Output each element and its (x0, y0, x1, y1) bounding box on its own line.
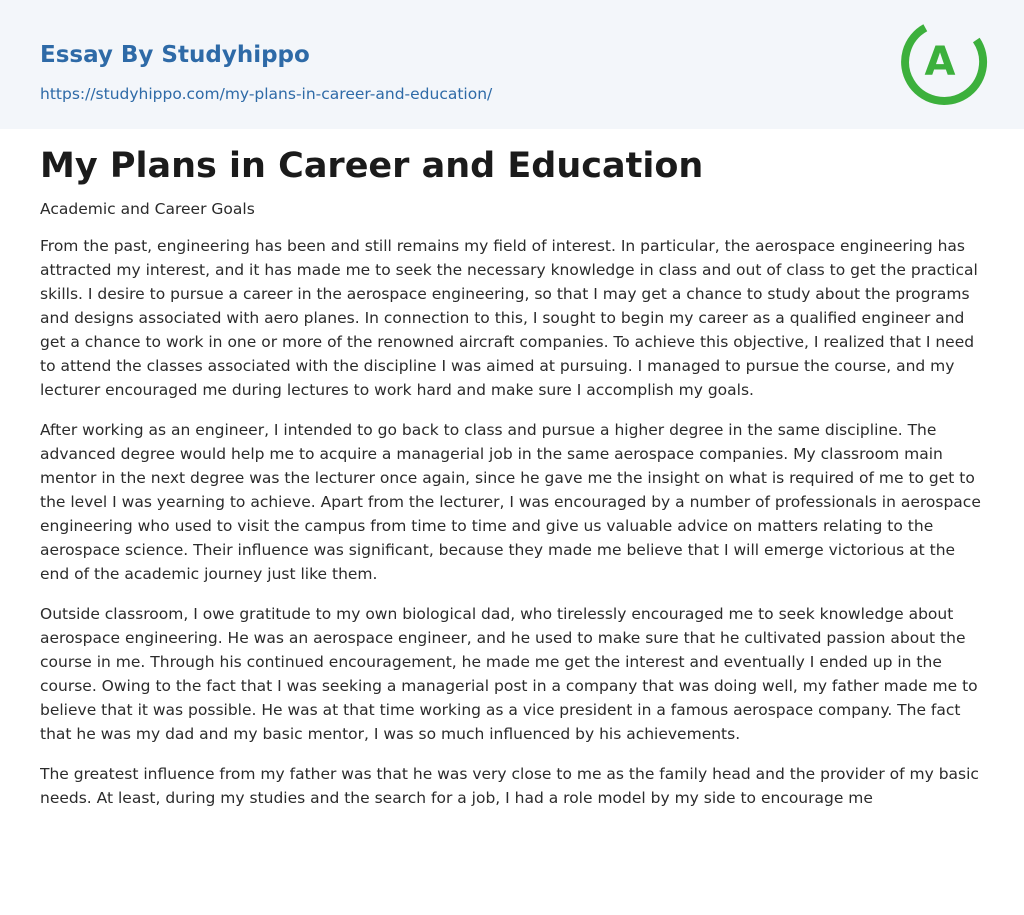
site-header (0, 0, 1024, 129)
essay-paragraph: After working as an engineer, I intended to go back to class and pursue a higher degree in the same discipline. The advanced degree would help me to acquire a managerial job in the same aerospace companies. My classroom main mentor in the next degree was the lecturer once again, since he gave me the insight on what is required of me to get to the level I was yearning to achieve. Apart from the lecturer, I was encouraged by a number of professionals in aerospace engineering who used to visit the campus from time to time and give us valuable advice on matters relating to the aerospace science. Their influence was significant, because they made me believe that I will emerge victorious at the end of the academic journey just like them. (40, 421, 981, 583)
brand-title: Essay By Studyhippo (40, 42, 310, 68)
page-title: My Plans in Career and Education (40, 146, 704, 186)
logo-letter: A (924, 39, 956, 85)
essay-url-link[interactable]: https://studyhippo.com/my-plans-in-career-and-education/ (40, 85, 493, 103)
essay-paragraph: Outside classroom, I owe gratitude to my own biological dad, who tirelessly encouraged me to seek knowledge about aerospace engineering. He was an aerospace engineer, and he used to make sure that he cultivated passion about the course in me. Through his continued encouragement, he made me get the interest and eventually I ended up in the course. Owing to the fact that I was seeking a managerial post in a company that was doing well, my father made me to believe that it was possible. He was at that time working as a vice president in a famous aerospace company. The fact that he was my dad and my basic mentor, I was so much influenced by his achievements. (40, 605, 978, 743)
studyhippo-logo-icon[interactable] (900, 18, 988, 106)
essay-paragraph: The greatest influence from my father was that he was very close to me as the family head and the provider of my basic needs. At least, during my studies and the search for a job, I had a role model by my side to encourage me (40, 765, 979, 807)
essay-paragraph: From the past, engineering has been and still remains my field of interest. In particular, the aerospace engineering has attracted my interest, and it has made me to seek the necessary knowledge in class and out of class to get the practical skills. I desire to pursue a career in the aerospace engineering, so that I may get a chance to study about the programs and designs associated with aero planes. In connection to this, I sought to begin my career as a qualified engineer and get a chance to work in one or more of the renowned aircraft companies. To achieve this objective, I realized that I need to attend the classes associated with the discipline I was aimed at pursuing. I managed to pursue the course, and my lecturer encouraged me during lectures to work hard and make sure I accomplish my goals. (40, 237, 978, 399)
essay-subtitle: Academic and Career Goals (40, 200, 255, 218)
essay-body (40, 234, 984, 915)
